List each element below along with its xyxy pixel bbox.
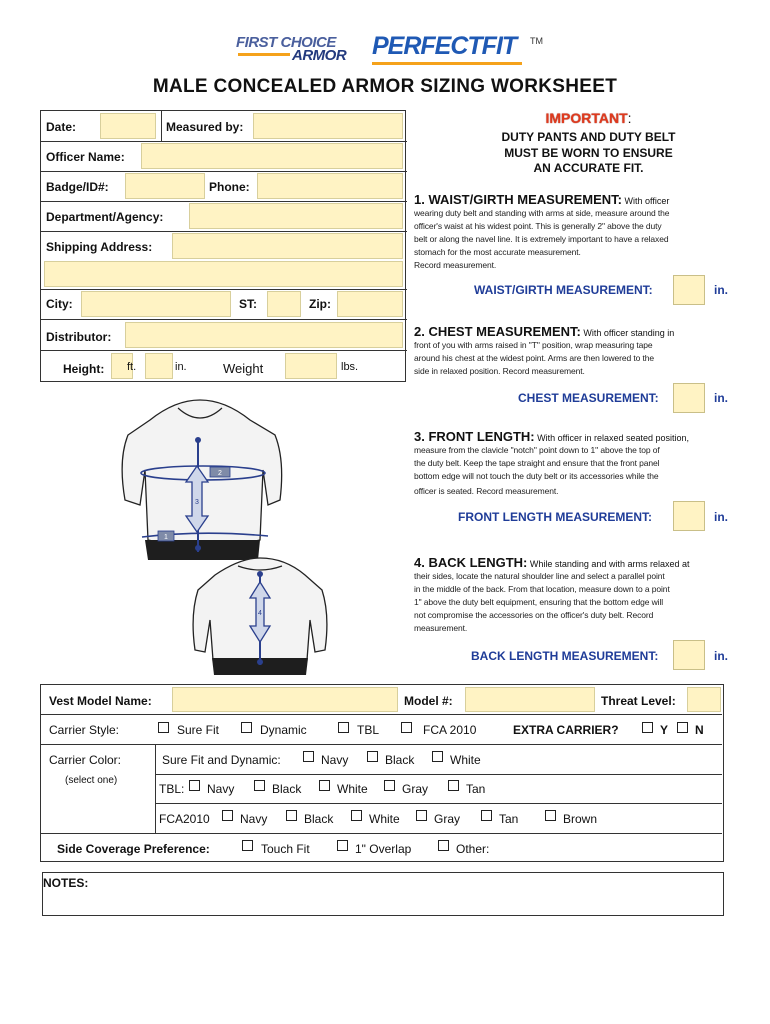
extra-carrier-yes-label: Y — [660, 723, 669, 737]
tbl-white-label: White — [337, 782, 368, 796]
back-length-field[interactable] — [673, 640, 705, 670]
waist-instr-5: Record measurement. — [414, 260, 497, 270]
style-dynamic-checkbox[interactable] — [241, 722, 252, 733]
measurement-diagram — [100, 390, 340, 680]
important-line1: DUTY PANTS AND DUTY BELT — [501, 130, 676, 144]
phone-label: Phone: — [209, 180, 250, 194]
surefit-navy-checkbox[interactable] — [303, 751, 314, 762]
chest-heading-intro: With officer standing in — [580, 328, 675, 338]
zip-label: Zip: — [309, 297, 331, 311]
diagram-marker-3: 3 — [195, 499, 199, 506]
distributor-label: Distributor: — [46, 330, 112, 344]
carrier-color-label: Carrier Color: — [49, 753, 122, 767]
style-tbl-checkbox[interactable] — [338, 722, 349, 733]
surefit-black-label: Black — [385, 753, 415, 767]
first-choice-logo-top: FIRST CHOICE — [236, 34, 336, 51]
color-divider — [155, 744, 156, 833]
tbl-tan-checkbox[interactable] — [448, 780, 459, 791]
notes-box[interactable] — [42, 872, 724, 916]
fca-tan-checkbox[interactable] — [481, 810, 492, 821]
notes-label: NOTES: — [43, 876, 89, 890]
city-label: City: — [46, 297, 73, 311]
chest-instr-2: around his chest at the widest point. Arms are then lowered to the — [414, 353, 655, 363]
tbl-navy-checkbox[interactable] — [189, 780, 200, 791]
chest-result-label: CHEST MEASUREMENT: — [518, 391, 659, 405]
important-title: IMPORTANT — [545, 110, 628, 126]
row-line — [155, 774, 722, 775]
style-surefit-label: Sure Fit — [177, 723, 220, 737]
carrier-style-label: Carrier Style: — [49, 723, 120, 737]
model-number-field[interactable] — [465, 687, 595, 712]
st-field[interactable] — [267, 291, 301, 317]
shipping-field-line2[interactable] — [44, 261, 403, 287]
fca-black-label: Black — [304, 812, 334, 826]
height-label: Height: — [63, 362, 105, 376]
style-tbl-label: TBL — [357, 723, 380, 737]
side-coverage-label: Side Coverage Preference: — [57, 842, 210, 856]
st-label: ST: — [239, 297, 257, 311]
date-label: Date: — [46, 120, 77, 134]
front-unit: in. — [714, 510, 728, 524]
row-line — [41, 744, 722, 745]
back-heading-intro: While standing and with arms relaxed at — [527, 559, 690, 569]
first-choice-logo-bottom: ARMOR — [292, 47, 347, 64]
in-label: in. — [175, 361, 187, 373]
measured-by-label: Measured by: — [166, 120, 244, 134]
back-heading-text: 4. BACK LENGTH: — [414, 555, 528, 570]
row-line — [41, 231, 407, 232]
height-in-field[interactable] — [145, 353, 173, 379]
officer-form — [40, 110, 406, 382]
back-unit: in. — [714, 649, 728, 663]
waist-unit: in. — [714, 283, 728, 297]
zip-field[interactable] — [337, 291, 403, 317]
extra-carrier-label: EXTRA CARRIER? — [513, 723, 619, 737]
officer-name-label: Officer Name: — [46, 150, 125, 164]
extra-carrier-no-checkbox[interactable] — [677, 722, 688, 733]
back-instr-1: their sides, locate the natural shoulder line and select a parallel point — [414, 571, 665, 581]
perfect-fit-underline — [372, 62, 522, 65]
row-line — [41, 201, 407, 202]
chest-instr-3: side in relaxed position. Record measurement. — [414, 366, 585, 376]
fca-gray-checkbox[interactable] — [416, 810, 427, 821]
row-line — [41, 171, 407, 172]
tbl-black-checkbox[interactable] — [254, 780, 265, 791]
weight-label: Weight — [223, 361, 264, 376]
front-result-label: FRONT LENGTH MEASUREMENT: — [458, 510, 652, 524]
ft-label: ft. — [127, 361, 137, 373]
logo-swoosh — [238, 53, 290, 56]
first-choice-logo — [236, 34, 360, 66]
front-shirt-illustration — [122, 400, 282, 560]
diagram-marker-2: 2 — [218, 470, 222, 477]
lbs-label: lbs. — [341, 361, 359, 373]
tbl-gray-label: Gray — [402, 782, 429, 796]
chest-heading-text: 2. CHEST MEASUREMENT: — [414, 324, 581, 339]
important-line3: AN ACCURATE FIT. — [533, 161, 644, 175]
fca-gray-label: Gray — [434, 812, 461, 826]
shipping-label: Shipping Address: — [46, 240, 153, 254]
shipping-field-line1[interactable] — [172, 233, 403, 259]
row-line — [41, 141, 407, 142]
waist-heading-text: 1. WAIST/GIRTH MEASUREMENT: — [414, 192, 623, 207]
side-overlap-checkbox[interactable] — [337, 840, 348, 851]
tbl-label: TBL: — [159, 782, 185, 796]
perfect-fit-logo: PERFECTFIT — [372, 32, 517, 60]
waist-instr-3: belt or along the navel line. It is extremely important to have a relaxed — [414, 234, 669, 244]
back-instr-3: 1" above the duty belt equipment, ensuring that the bottom edge will — [414, 597, 664, 607]
chest-measurement-field[interactable] — [673, 383, 705, 413]
chest-heading — [414, 324, 674, 339]
waist-instr-2: officer's waist at his widest point. This is generally 2" above the duty — [414, 221, 662, 231]
side-other-checkbox[interactable] — [438, 840, 449, 851]
side-touchfit-label: Touch Fit — [261, 842, 310, 856]
back-heading — [414, 555, 689, 570]
tbl-gray-checkbox[interactable] — [384, 780, 395, 791]
surefit-white-checkbox[interactable] — [432, 751, 443, 762]
measured-by-field[interactable] — [253, 113, 403, 139]
row-line — [41, 833, 722, 834]
row-line — [155, 803, 722, 804]
fca-navy-label: Navy — [240, 812, 268, 826]
tbl-white-checkbox[interactable] — [319, 780, 330, 791]
badge-label: Badge/ID#: — [46, 180, 109, 194]
front-instr-3: bottom edge will not touch the duty belt or its accessories while the — [414, 471, 659, 481]
waist-heading — [414, 192, 669, 207]
style-dynamic-label: Dynamic — [260, 723, 307, 737]
front-heading — [414, 429, 689, 444]
important-heading — [407, 110, 770, 128]
diagram-marker-1: 1 — [164, 534, 168, 541]
trademark: TM — [530, 36, 543, 46]
fca-tan-label: Tan — [499, 812, 519, 826]
row-line — [41, 350, 407, 351]
front-instr-2: the duty belt. Keep the tape straight and ensure that the front panel — [414, 458, 660, 468]
surefit-white-label: White — [450, 753, 481, 767]
tbl-tan-label: Tan — [466, 782, 486, 796]
row-divider — [161, 111, 162, 141]
surefit-dynamic-label: Sure Fit and Dynamic: — [162, 753, 281, 767]
select-one-note: (select one) — [65, 775, 118, 786]
front-instr-1: measure from the clavicle "notch" point down to 1" above the top of — [414, 445, 660, 455]
threat-level-field[interactable] — [687, 687, 721, 712]
fca-white-checkbox[interactable] — [351, 810, 362, 821]
department-label: Department/Agency: — [46, 210, 164, 224]
fca-white-label: White — [369, 812, 400, 826]
important-colon: : — [627, 110, 632, 126]
chest-instr-1: front of you with arms raised in "T" position, wrap measuring tape — [414, 340, 653, 350]
back-instr-4: not compromise the accessories on the officer's duty belt. Record — [414, 610, 654, 620]
fca-brown-label: Brown — [563, 812, 598, 826]
front-heading-text: 3. FRONT LENGTH: — [414, 429, 535, 444]
extra-carrier-yes-checkbox[interactable] — [642, 722, 653, 733]
side-other-label: Other: — [456, 842, 490, 856]
back-instr-5: measurement. — [414, 623, 468, 633]
diagram-marker-4: 4 — [258, 610, 262, 617]
city-field[interactable] — [81, 291, 231, 317]
fca-black-checkbox[interactable] — [286, 810, 297, 821]
vest-model-name-label: Vest Model Name: — [49, 694, 152, 708]
tbl-navy-label: Navy — [207, 782, 235, 796]
row-line — [41, 714, 722, 715]
side-overlap-label: 1" Overlap — [355, 842, 412, 856]
phone-field[interactable] — [257, 173, 403, 199]
surefit-navy-label: Navy — [321, 753, 349, 767]
threat-level-label: Threat Level: — [601, 694, 676, 708]
back-instr-2: in the middle of the back. From that location, measure down to a point — [414, 584, 670, 594]
waist-result-label: WAIST/GIRTH MEASUREMENT: — [474, 283, 653, 297]
badge-field[interactable] — [125, 173, 205, 199]
waist-instr-1: wearing duty belt and standing with arms at side, measure around the — [414, 208, 670, 218]
row-line — [41, 319, 407, 320]
front-length-field[interactable] — [673, 501, 705, 531]
department-field[interactable] — [189, 203, 403, 229]
vest-model-name-field[interactable] — [172, 687, 398, 712]
style-fca-label: FCA 2010 — [423, 723, 477, 737]
tbl-black-label: Black — [272, 782, 302, 796]
distributor-field[interactable] — [125, 322, 403, 348]
page-title: MALE CONCEALED ARMOR SIZING WORKSHEET — [152, 76, 618, 97]
waist-measurement-field[interactable] — [673, 275, 705, 305]
fca-navy-checkbox[interactable] — [222, 810, 233, 821]
fca-brown-checkbox[interactable] — [545, 810, 556, 821]
important-line2: MUST BE WORN TO ENSURE — [504, 146, 673, 160]
waist-instr-4: stomach for the most accurate measurement. — [414, 247, 581, 257]
front-instr-4: officer is seated. Record measurement. — [414, 486, 559, 496]
style-fca-checkbox[interactable] — [401, 722, 412, 733]
vest-section — [40, 684, 724, 862]
officer-name-field[interactable] — [141, 143, 403, 169]
row-line — [41, 289, 407, 290]
front-heading-intro: With officer in relaxed seated position, — [534, 433, 690, 443]
model-number-label: Model #: — [404, 694, 453, 708]
style-surefit-checkbox[interactable] — [158, 722, 169, 733]
date-field[interactable] — [100, 113, 156, 139]
side-touchfit-checkbox[interactable] — [242, 840, 253, 851]
fca-label: FCA2010 — [159, 812, 210, 826]
chest-unit: in. — [714, 391, 728, 405]
extra-carrier-no-label: N — [695, 723, 704, 737]
waist-heading-intro: With officer — [622, 196, 670, 206]
back-result-label: BACK LENGTH MEASUREMENT: — [471, 649, 659, 663]
surefit-black-checkbox[interactable] — [367, 751, 378, 762]
weight-field[interactable] — [285, 353, 337, 379]
